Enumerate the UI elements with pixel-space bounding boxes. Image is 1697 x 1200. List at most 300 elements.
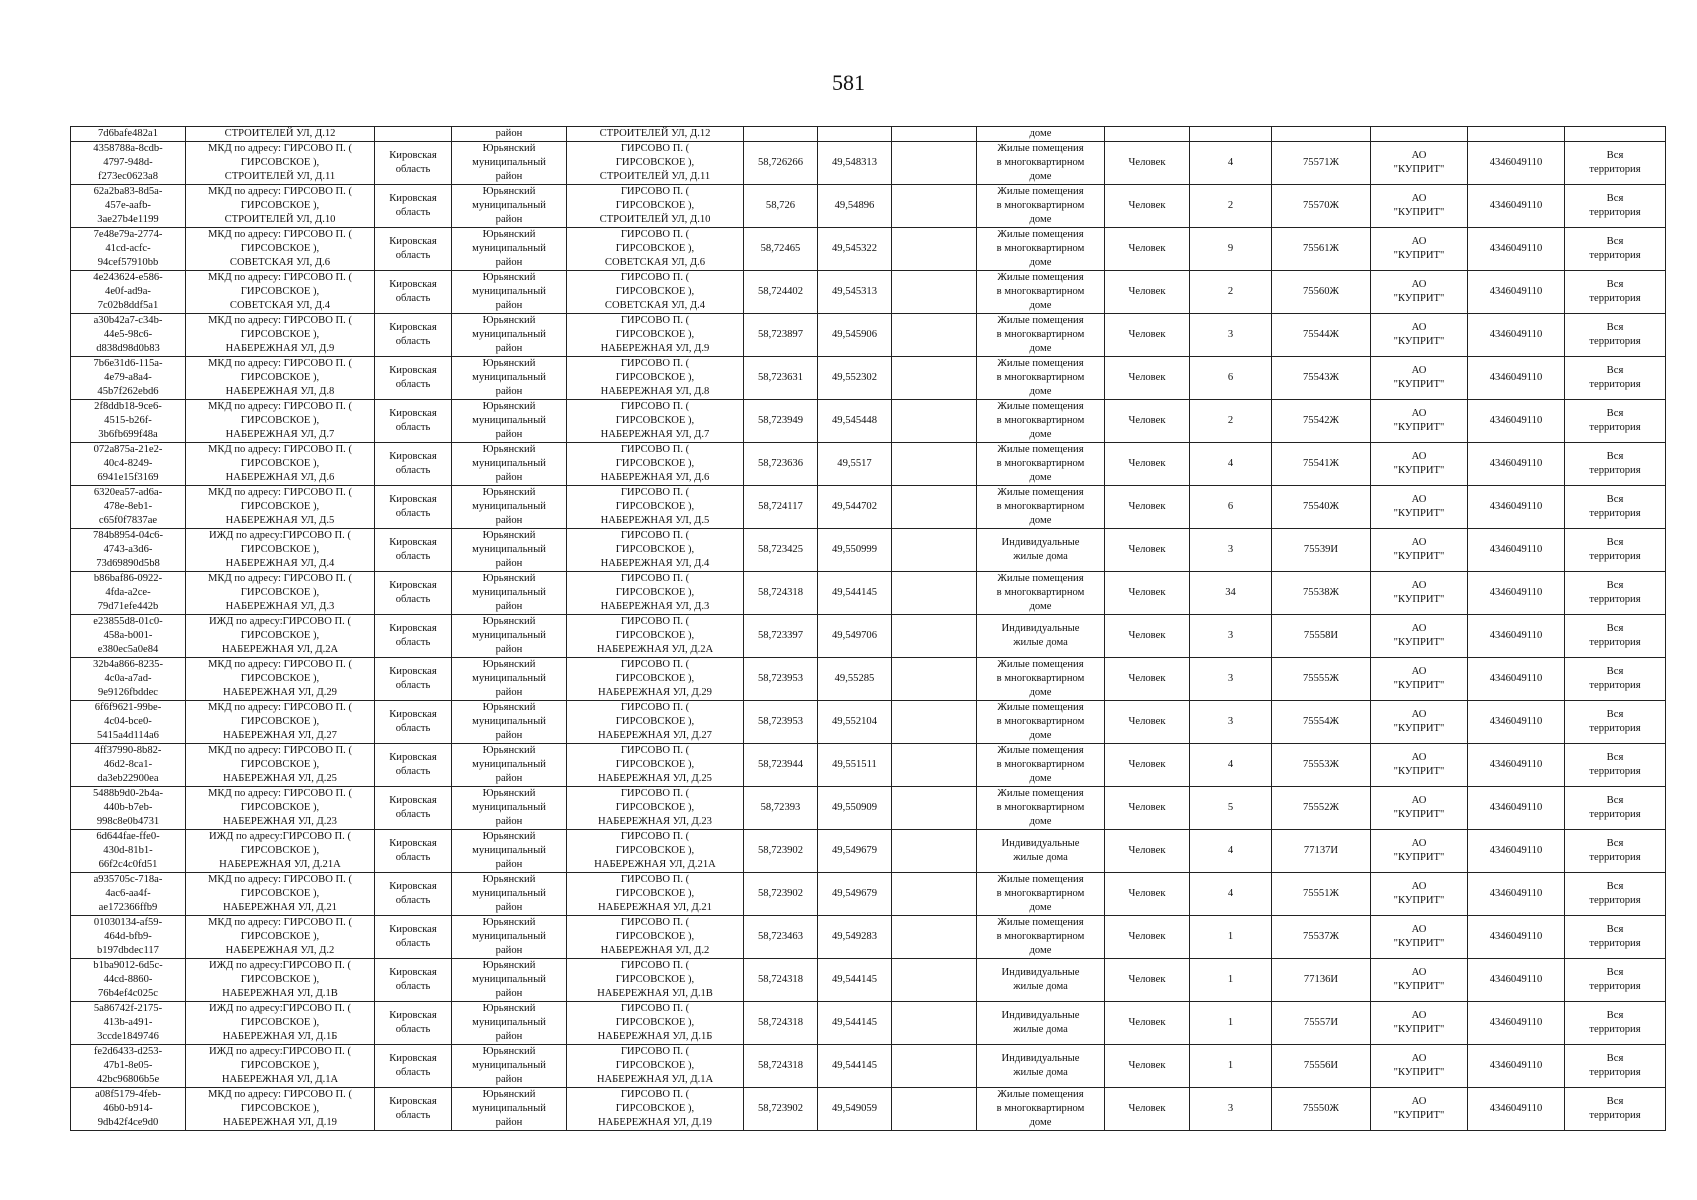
cell-lon: 49,544702 (818, 486, 892, 529)
cell-code: 75542Ж (1272, 400, 1371, 443)
cell-name: МКД по адресу: ГИРСОВО П. ( ГИРСОВСКОЕ ), НАБЕРЕЖНАЯ УЛ, Д.8 (186, 357, 375, 400)
table-row (71, 916, 1666, 959)
cell-region: Кировская область (375, 357, 452, 400)
table-row (71, 744, 1666, 787)
cell-name: МКД по адресу: ГИРСОВО П. ( ГИРСОВСКОЕ ), НАБЕРЕЖНАЯ УЛ, Д.19 (186, 1088, 375, 1131)
cell-lon: 49,544145 (818, 1045, 892, 1088)
cell-unit: Человек (1105, 959, 1190, 1002)
table-body (71, 127, 1666, 1131)
cell-inn: 4346049110 (1468, 873, 1565, 916)
cell-name: МКД по адресу: ГИРСОВО П. ( ГИРСОВСКОЕ ), НАБЕРЕЖНАЯ УЛ, Д.27 (186, 701, 375, 744)
cell-name: ИЖД по адресу:ГИРСОВО П. ( ГИРСОВСКОЕ ), НАБЕРЕЖНАЯ УЛ, Д.1В (186, 959, 375, 1002)
cell-territory (1565, 127, 1666, 142)
cell-org: АО "КУПРИТ" (1371, 271, 1468, 314)
cell-lon: 49,549283 (818, 916, 892, 959)
cell-lon: 49,544145 (818, 959, 892, 1002)
cell-empty (892, 1002, 977, 1045)
cell-code: 75552Ж (1272, 787, 1371, 830)
cell-name: ИЖД по адресу:ГИРСОВО П. ( ГИРСОВСКОЕ ), НАБЕРЕЖНАЯ УЛ, Д.1Б (186, 1002, 375, 1045)
cell-empty (892, 615, 977, 658)
cell-region: Кировская область (375, 271, 452, 314)
cell-unit: Человек (1105, 916, 1190, 959)
cell-count: 1 (1190, 1045, 1272, 1088)
cell-count: 4 (1190, 443, 1272, 486)
cell-district: Юрьянский муниципальный район (452, 830, 567, 873)
cell-lat: 58,724117 (744, 486, 818, 529)
cell-inn: 4346049110 (1468, 142, 1565, 185)
cell-inn: 4346049110 (1468, 228, 1565, 271)
cell-unit: Человек (1105, 830, 1190, 873)
cell-territory: Вся территория (1565, 529, 1666, 572)
cell-name: МКД по адресу: ГИРСОВО П. ( ГИРСОВСКОЕ ), СТРОИТЕЛЕЙ УЛ, Д.10 (186, 185, 375, 228)
cell-territory: Вся территория (1565, 658, 1666, 701)
table-row (71, 271, 1666, 314)
cell-territory: Вся территория (1565, 1045, 1666, 1088)
table-row (71, 1045, 1666, 1088)
cell-org: АО "КУПРИТ" (1371, 873, 1468, 916)
table-row (71, 486, 1666, 529)
cell-category: Индивидуальные жилые дома (977, 830, 1105, 873)
cell-lat: 58,723631 (744, 357, 818, 400)
cell-lon: 49,550909 (818, 787, 892, 830)
cell-name: МКД по адресу: ГИРСОВО П. ( ГИРСОВСКОЕ ), НАБЕРЕЖНАЯ УЛ, Д.3 (186, 572, 375, 615)
cell-lat: 58,723902 (744, 1088, 818, 1131)
cell-lon: 49,545322 (818, 228, 892, 271)
cell-district: Юрьянский муниципальный район (452, 486, 567, 529)
cell-guid: b1ba9012-6d5c- 44cd-8860- 76b4ef4c025c (71, 959, 186, 1002)
cell-territory: Вся территория (1565, 486, 1666, 529)
cell-category: Жилые помещения в многоквартирном доме (977, 314, 1105, 357)
cell-count: 6 (1190, 357, 1272, 400)
cell-guid: 7b6e31d6-115a- 4e79-a8a4- 45b7f262ebd6 (71, 357, 186, 400)
cell-district: Юрьянский муниципальный район (452, 1088, 567, 1131)
cell-name: ИЖД по адресу:ГИРСОВО П. ( ГИРСОВСКОЕ ), НАБЕРЕЖНАЯ УЛ, Д.1А (186, 1045, 375, 1088)
cell-count: 4 (1190, 873, 1272, 916)
cell-lat: 58,723944 (744, 744, 818, 787)
cell-district: Юрьянский муниципальный район (452, 443, 567, 486)
cell-region: Кировская область (375, 830, 452, 873)
cell-guid: a30b42a7-c34b- 44e5-98c6- d838d98d0b83 (71, 314, 186, 357)
cell-guid: e23855d8-01c0- 458a-b001- e380ec5a0e84 (71, 615, 186, 658)
cell-territory: Вся территория (1565, 1002, 1666, 1045)
cell-unit: Человек (1105, 486, 1190, 529)
cell-guid: a08f5179-4feb- 46b0-b914- 9db42f4ce9d0 (71, 1088, 186, 1131)
cell-lon: 49,548313 (818, 142, 892, 185)
table-row (71, 873, 1666, 916)
cell-category: Индивидуальные жилые дома (977, 1045, 1105, 1088)
cell-code: 75538Ж (1272, 572, 1371, 615)
cell-category: Жилые помещения в многоквартирном доме (977, 873, 1105, 916)
cell-territory: Вся территория (1565, 271, 1666, 314)
cell-guid: 072a875a-21e2- 40c4-8249- 6941e15f3169 (71, 443, 186, 486)
cell-district: Юрьянский муниципальный район (452, 400, 567, 443)
cell-region: Кировская область (375, 142, 452, 185)
cell-org: АО "КУПРИТ" (1371, 959, 1468, 1002)
cell-territory: Вся территория (1565, 142, 1666, 185)
cell-guid: 2f8ddb18-9ce6- 4515-b26f- 3b6fb699f48a (71, 400, 186, 443)
cell-inn: 4346049110 (1468, 443, 1565, 486)
cell-inn: 4346049110 (1468, 1045, 1565, 1088)
cell-lat: 58,724318 (744, 959, 818, 1002)
cell-unit: Человек (1105, 271, 1190, 314)
cell-org: АО "КУПРИТ" (1371, 443, 1468, 486)
cell-empty (892, 486, 977, 529)
cell-address: ГИРСОВО П. ( ГИРСОВСКОЕ ), СОВЕТСКАЯ УЛ, Д.4 (567, 271, 744, 314)
cell-org: АО "КУПРИТ" (1371, 142, 1468, 185)
cell-org: АО "КУПРИТ" (1371, 916, 1468, 959)
cell-lon: 49,549679 (818, 873, 892, 916)
cell-district: Юрьянский муниципальный район (452, 271, 567, 314)
cell-category: Жилые помещения в многоквартирном доме (977, 443, 1105, 486)
cell-empty (892, 572, 977, 615)
cell-guid: fe2d6433-d253- 47b1-8e05- 42bc96806b5e (71, 1045, 186, 1088)
cell-category: Индивидуальные жилые дома (977, 959, 1105, 1002)
cell-empty (892, 873, 977, 916)
cell-name: МКД по адресу: ГИРСОВО П. ( ГИРСОВСКОЕ ), НАБЕРЕЖНАЯ УЛ, Д.2 (186, 916, 375, 959)
cell-guid: 7e48e79a-2774- 41cd-acfc- 94cef57910bb (71, 228, 186, 271)
cell-count: 4 (1190, 142, 1272, 185)
cell-category: Жилые помещения в многоквартирном доме (977, 271, 1105, 314)
cell-address: ГИРСОВО П. ( ГИРСОВСКОЕ ), НАБЕРЕЖНАЯ УЛ, Д.9 (567, 314, 744, 357)
cell-lon: 49,552302 (818, 357, 892, 400)
cell-category: Жилые помещения в многоквартирном доме (977, 357, 1105, 400)
cell-lat: 58,723953 (744, 658, 818, 701)
cell-territory: Вся территория (1565, 787, 1666, 830)
cell-lon: 49,5517 (818, 443, 892, 486)
cell-territory: Вся территория (1565, 1088, 1666, 1131)
cell-address: ГИРСОВО П. ( ГИРСОВСКОЕ ), НАБЕРЕЖНАЯ УЛ, Д.3 (567, 572, 744, 615)
cell-name: МКД по адресу: ГИРСОВО П. ( ГИРСОВСКОЕ ), НАБЕРЕЖНАЯ УЛ, Д.6 (186, 443, 375, 486)
cell-category: Жилые помещения в многоквартирном доме (977, 486, 1105, 529)
cell-count: 1 (1190, 959, 1272, 1002)
cell-inn: 4346049110 (1468, 486, 1565, 529)
cell-org: АО "КУПРИТ" (1371, 830, 1468, 873)
cell-unit: Человек (1105, 615, 1190, 658)
cell-territory: Вся территория (1565, 873, 1666, 916)
cell-category: Жилые помещения в многоквартирном доме (977, 572, 1105, 615)
cell-region: Кировская область (375, 1088, 452, 1131)
cell-territory: Вся территория (1565, 314, 1666, 357)
cell-address: ГИРСОВО П. ( ГИРСОВСКОЕ ), НАБЕРЕЖНАЯ УЛ, Д.7 (567, 400, 744, 443)
cell-territory: Вся территория (1565, 959, 1666, 1002)
cell-unit: Человек (1105, 443, 1190, 486)
cell-region: Кировская область (375, 228, 452, 271)
table-row (71, 357, 1666, 400)
cell-unit: Человек (1105, 1002, 1190, 1045)
cell-address: ГИРСОВО П. ( ГИРСОВСКОЕ ), НАБЕРЕЖНАЯ УЛ, Д.5 (567, 486, 744, 529)
cell-address: ГИРСОВО П. ( ГИРСОВСКОЕ ), НАБЕРЕЖНАЯ УЛ, Д.1В (567, 959, 744, 1002)
cell-lon: 49,55285 (818, 658, 892, 701)
cell-territory: Вся территория (1565, 443, 1666, 486)
cell-unit (1105, 127, 1190, 142)
cell-unit: Человек (1105, 228, 1190, 271)
cell-district: Юрьянский муниципальный район (452, 959, 567, 1002)
cell-org (1371, 127, 1468, 142)
cell-guid: a935705c-718a- 4ac6-aa4f- ae172366ffb9 (71, 873, 186, 916)
cell-lon: 49,550999 (818, 529, 892, 572)
cell-territory: Вся территория (1565, 830, 1666, 873)
cell-org: АО "КУПРИТ" (1371, 357, 1468, 400)
cell-lat: 58,724402 (744, 271, 818, 314)
cell-category: Жилые помещения в многоквартирном доме (977, 142, 1105, 185)
cell-code: 75550Ж (1272, 1088, 1371, 1131)
cell-address: ГИРСОВО П. ( ГИРСОВСКОЕ ), СТРОИТЕЛЕЙ УЛ, Д.11 (567, 142, 744, 185)
cell-lat: 58,726 (744, 185, 818, 228)
cell-empty (892, 271, 977, 314)
cell-org: АО "КУПРИТ" (1371, 486, 1468, 529)
cell-inn: 4346049110 (1468, 357, 1565, 400)
cell-code: 75539И (1272, 529, 1371, 572)
cell-unit: Человек (1105, 701, 1190, 744)
cell-territory: Вся территория (1565, 701, 1666, 744)
cell-lat: 58,723397 (744, 615, 818, 658)
cell-unit: Человек (1105, 744, 1190, 787)
cell-count: 4 (1190, 830, 1272, 873)
cell-district: Юрьянский муниципальный район (452, 142, 567, 185)
cell-lat: 58,724318 (744, 1002, 818, 1045)
cell-territory: Вся территория (1565, 916, 1666, 959)
cell-unit: Человек (1105, 1088, 1190, 1131)
cell-address: ГИРСОВО П. ( ГИРСОВСКОЕ ), НАБЕРЕЖНАЯ УЛ, Д.1Б (567, 1002, 744, 1045)
cell-code: 75537Ж (1272, 916, 1371, 959)
cell-empty (892, 529, 977, 572)
cell-unit: Человек (1105, 142, 1190, 185)
cell-inn: 4346049110 (1468, 1088, 1565, 1131)
cell-address: ГИРСОВО П. ( ГИРСОВСКОЕ ), СОВЕТСКАЯ УЛ, Д.6 (567, 228, 744, 271)
cell-region: Кировская область (375, 572, 452, 615)
cell-inn: 4346049110 (1468, 787, 1565, 830)
cell-district: Юрьянский муниципальный район (452, 228, 567, 271)
cell-count: 3 (1190, 529, 1272, 572)
cell-org: АО "КУПРИТ" (1371, 1045, 1468, 1088)
cell-org: АО "КУПРИТ" (1371, 787, 1468, 830)
cell-empty (892, 744, 977, 787)
cell-org: АО "КУПРИТ" (1371, 228, 1468, 271)
cell-lon: 49,549059 (818, 1088, 892, 1131)
cell-count: 4 (1190, 744, 1272, 787)
cell-lat: 58,723463 (744, 916, 818, 959)
cell-name: МКД по адресу: ГИРСОВО П. ( ГИРСОВСКОЕ ), НАБЕРЕЖНАЯ УЛ, Д.29 (186, 658, 375, 701)
cell-inn: 4346049110 (1468, 185, 1565, 228)
cell-guid: 01030134-af59- 464d-bfb9- b197dbdec117 (71, 916, 186, 959)
cell-code: 75557И (1272, 1002, 1371, 1045)
cell-address: СТРОИТЕЛЕЙ УЛ, Д.12 (567, 127, 744, 142)
cell-district: Юрьянский муниципальный район (452, 1045, 567, 1088)
cell-count: 3 (1190, 658, 1272, 701)
cell-org: АО "КУПРИТ" (1371, 1002, 1468, 1045)
cell-guid: 4358788a-8cdb- 4797-948d- f273ec0623a8 (71, 142, 186, 185)
cell-lat: 58,724318 (744, 572, 818, 615)
cell-org: АО "КУПРИТ" (1371, 615, 1468, 658)
cell-count: 1 (1190, 916, 1272, 959)
table-row (71, 228, 1666, 271)
cell-org: АО "КУПРИТ" (1371, 701, 1468, 744)
cell-region: Кировская область (375, 959, 452, 1002)
cell-name: МКД по адресу: ГИРСОВО П. ( ГИРСОВСКОЕ ), СОВЕТСКАЯ УЛ, Д.6 (186, 228, 375, 271)
cell-district: Юрьянский муниципальный район (452, 185, 567, 228)
cell-address: ГИРСОВО П. ( ГИРСОВСКОЕ ), СТРОИТЕЛЕЙ УЛ, Д.10 (567, 185, 744, 228)
cell-region: Кировская область (375, 1002, 452, 1045)
cell-code: 77136И (1272, 959, 1371, 1002)
cell-address: ГИРСОВО П. ( ГИРСОВСКОЕ ), НАБЕРЕЖНАЯ УЛ, Д.2 (567, 916, 744, 959)
cell-lat: 58,723902 (744, 830, 818, 873)
cell-code: 75554Ж (1272, 701, 1371, 744)
cell-lat: 58,72465 (744, 228, 818, 271)
cell-territory: Вся территория (1565, 572, 1666, 615)
table-row (71, 787, 1666, 830)
cell-count: 2 (1190, 271, 1272, 314)
cell-code: 75558И (1272, 615, 1371, 658)
cell-category: Индивидуальные жилые дома (977, 529, 1105, 572)
cell-count (1190, 127, 1272, 142)
cell-territory: Вся территория (1565, 357, 1666, 400)
cell-category: Индивидуальные жилые дома (977, 1002, 1105, 1045)
cell-code: 75570Ж (1272, 185, 1371, 228)
cell-empty (892, 357, 977, 400)
table-row (71, 400, 1666, 443)
cell-district: район (452, 127, 567, 142)
cell-empty (892, 830, 977, 873)
cell-address: ГИРСОВО П. ( ГИРСОВСКОЕ ), НАБЕРЕЖНАЯ УЛ, Д.21 (567, 873, 744, 916)
table-row (71, 443, 1666, 486)
cell-code: 77137И (1272, 830, 1371, 873)
cell-unit: Человек (1105, 572, 1190, 615)
cell-guid: 4e243624-e586- 4e0f-ad9a- 7c02b8ddf5a1 (71, 271, 186, 314)
cell-lon: 49,545448 (818, 400, 892, 443)
cell-guid: 6d644fae-ffe0- 430d-81b1- 66f2c4c0fd51 (71, 830, 186, 873)
cell-district: Юрьянский муниципальный район (452, 787, 567, 830)
cell-empty (892, 787, 977, 830)
cell-district: Юрьянский муниципальный район (452, 916, 567, 959)
cell-address: ГИРСОВО П. ( ГИРСОВСКОЕ ), НАБЕРЕЖНАЯ УЛ, Д.21А (567, 830, 744, 873)
table-row (71, 959, 1666, 1002)
cell-empty (892, 127, 977, 142)
cell-empty (892, 142, 977, 185)
cell-name: МКД по адресу: ГИРСОВО П. ( ГИРСОВСКОЕ ), СОВЕТСКАЯ УЛ, Д.4 (186, 271, 375, 314)
cell-inn: 4346049110 (1468, 615, 1565, 658)
cell-lon (818, 127, 892, 142)
cell-unit: Человек (1105, 873, 1190, 916)
cell-code: 75571Ж (1272, 142, 1371, 185)
cell-guid: 62a2ba83-8d5a- 457e-aafb- 3ae27b4e1199 (71, 185, 186, 228)
cell-org: АО "КУПРИТ" (1371, 658, 1468, 701)
cell-category: Жилые помещения в многоквартирном доме (977, 185, 1105, 228)
cell-count: 3 (1190, 615, 1272, 658)
registry-table (70, 126, 1666, 1131)
cell-count: 1 (1190, 1002, 1272, 1045)
cell-name: МКД по адресу: ГИРСОВО П. ( ГИРСОВСКОЕ ), НАБЕРЕЖНАЯ УЛ, Д.5 (186, 486, 375, 529)
cell-region: Кировская область (375, 314, 452, 357)
cell-name: ИЖД по адресу:ГИРСОВО П. ( ГИРСОВСКОЕ ), НАБЕРЕЖНАЯ УЛ, Д.4 (186, 529, 375, 572)
cell-lat: 58,723636 (744, 443, 818, 486)
cell-district: Юрьянский муниципальный район (452, 1002, 567, 1045)
cell-address: ГИРСОВО П. ( ГИРСОВСКОЕ ), НАБЕРЕЖНАЯ УЛ, Д.29 (567, 658, 744, 701)
cell-territory: Вся территория (1565, 400, 1666, 443)
cell-guid: 7d6bafe482a1 (71, 127, 186, 142)
cell-address: ГИРСОВО П. ( ГИРСОВСКОЕ ), НАБЕРЕЖНАЯ УЛ, Д.23 (567, 787, 744, 830)
page-number: 581 (832, 70, 865, 95)
cell-lon: 49,545313 (818, 271, 892, 314)
cell-region: Кировская область (375, 185, 452, 228)
cell-guid: 32b4a866-8235- 4c0a-a7ad- 9e9126fbddec (71, 658, 186, 701)
cell-address: ГИРСОВО П. ( ГИРСОВСКОЕ ), НАБЕРЕЖНАЯ УЛ, Д.8 (567, 357, 744, 400)
cell-org: АО "КУПРИТ" (1371, 185, 1468, 228)
cell-lat: 58,723949 (744, 400, 818, 443)
cell-inn: 4346049110 (1468, 701, 1565, 744)
cell-region: Кировская область (375, 400, 452, 443)
cell-inn (1468, 127, 1565, 142)
cell-inn: 4346049110 (1468, 959, 1565, 1002)
cell-address: ГИРСОВО П. ( ГИРСОВСКОЕ ), НАБЕРЕЖНАЯ УЛ, Д.19 (567, 1088, 744, 1131)
cell-count: 3 (1190, 314, 1272, 357)
cell-address: ГИРСОВО П. ( ГИРСОВСКОЕ ), НАБЕРЕЖНАЯ УЛ, Д.27 (567, 701, 744, 744)
cell-unit: Человек (1105, 1045, 1190, 1088)
cell-name: СТРОИТЕЛЕЙ УЛ, Д.12 (186, 127, 375, 142)
cell-territory: Вся территория (1565, 185, 1666, 228)
cell-region: Кировская область (375, 701, 452, 744)
cell-lon: 49,54896 (818, 185, 892, 228)
cell-code: 75544Ж (1272, 314, 1371, 357)
cell-region: Кировская область (375, 615, 452, 658)
cell-region: Кировская область (375, 916, 452, 959)
cell-empty (892, 1088, 977, 1131)
cell-org: АО "КУПРИТ" (1371, 744, 1468, 787)
cell-lat: 58,723897 (744, 314, 818, 357)
cell-category: Жилые помещения в многоквартирном доме (977, 916, 1105, 959)
cell-category: Индивидуальные жилые дома (977, 615, 1105, 658)
cell-category: Жилые помещения в многоквартирном доме (977, 1088, 1105, 1131)
cell-lon: 49,549679 (818, 830, 892, 873)
cell-name: ИЖД по адресу:ГИРСОВО П. ( ГИРСОВСКОЕ ), НАБЕРЕЖНАЯ УЛ, Д.21А (186, 830, 375, 873)
cell-inn: 4346049110 (1468, 271, 1565, 314)
cell-district: Юрьянский муниципальный район (452, 744, 567, 787)
cell-code: 75556И (1272, 1045, 1371, 1088)
cell-lat: 58,72393 (744, 787, 818, 830)
cell-code: 75543Ж (1272, 357, 1371, 400)
cell-address: ГИРСОВО П. ( ГИРСОВСКОЕ ), НАБЕРЕЖНАЯ УЛ, Д.2А (567, 615, 744, 658)
cell-lon: 49,549706 (818, 615, 892, 658)
cell-org: АО "КУПРИТ" (1371, 314, 1468, 357)
cell-name: МКД по адресу: ГИРСОВО П. ( ГИРСОВСКОЕ ), НАБЕРЕЖНАЯ УЛ, Д.9 (186, 314, 375, 357)
cell-unit: Человек (1105, 400, 1190, 443)
cell-count: 3 (1190, 1088, 1272, 1131)
cell-count: 9 (1190, 228, 1272, 271)
cell-count: 34 (1190, 572, 1272, 615)
cell-guid: 5a86742f-2175- 413b-a491- 3ccde1849746 (71, 1002, 186, 1045)
cell-district: Юрьянский муниципальный район (452, 873, 567, 916)
table-row (71, 572, 1666, 615)
cell-count: 3 (1190, 701, 1272, 744)
cell-region: Кировская область (375, 443, 452, 486)
table-row (71, 701, 1666, 744)
cell-region: Кировская область (375, 486, 452, 529)
cell-count: 2 (1190, 400, 1272, 443)
cell-unit: Человек (1105, 529, 1190, 572)
cell-org: АО "КУПРИТ" (1371, 529, 1468, 572)
cell-lat (744, 127, 818, 142)
cell-code (1272, 127, 1371, 142)
cell-district: Юрьянский муниципальный район (452, 615, 567, 658)
cell-lon: 49,551511 (818, 744, 892, 787)
cell-lat: 58,723902 (744, 873, 818, 916)
cell-unit: Человек (1105, 185, 1190, 228)
table-row (71, 185, 1666, 228)
cell-org: АО "КУПРИТ" (1371, 1088, 1468, 1131)
cell-lon: 49,552104 (818, 701, 892, 744)
cell-district: Юрьянский муниципальный район (452, 572, 567, 615)
cell-unit: Человек (1105, 658, 1190, 701)
cell-name: ИЖД по адресу:ГИРСОВО П. ( ГИРСОВСКОЕ ), НАБЕРЕЖНАЯ УЛ, Д.2А (186, 615, 375, 658)
